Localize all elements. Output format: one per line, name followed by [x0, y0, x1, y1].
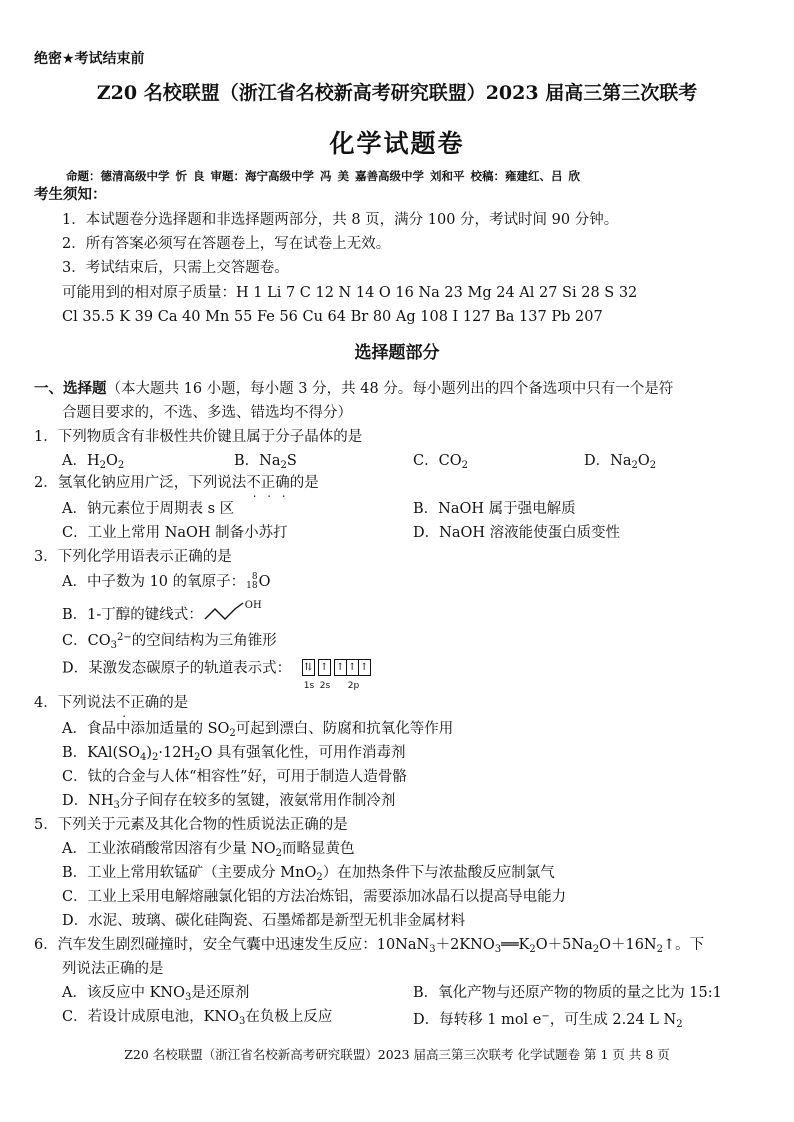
exam-title: Z20 名校联盟（浙江省名校新高考研究联盟）2023 届高三第三次联考: [96, 82, 698, 104]
q3-option-d: D．某激发态碳原子的轨道表示式： ⇅ ↑ ↑ ↑ ↑ 1s 2s 2p: [62, 659, 374, 678]
notice-item: 3．考试结束后，只需上交答题卷。: [62, 260, 289, 276]
q2-option-c: C．工业上常用 NaOH 制备小苏打: [62, 525, 288, 541]
orbital-label-2p: 2p: [347, 681, 360, 691]
orbital-label-1s: 1s: [303, 681, 315, 691]
q5-option-c: C．工业上采用电解熔融氯化铝的方法冶炼铝，需要添加冰晶石以提高导电能力: [62, 889, 567, 905]
orbital-box-2s: ↑: [318, 659, 331, 676]
q2-option-b: B．NaOH 属于强电解质: [413, 501, 576, 517]
q4-option-d: D．$NH_3$分子间存在较多的氢键，液氨常用作制冷剂: [62, 793, 396, 811]
question-6-stem-cont: 列说法正确的是: [62, 961, 164, 977]
question-4-stem: 4．下列说法不正确的是: [34, 695, 189, 711]
q3-option-c: C．$CO_3^{2-}$的空间结构为三角锥形: [62, 632, 277, 651]
orbital-box-2p: ↑: [358, 659, 371, 676]
q5-option-b: B．工业上常用软锰矿（主要成分 MnO$_2$）在加热条件下与浓盐酸反应制氯气: [62, 865, 555, 883]
orbital-box-1s: ⇅: [302, 659, 315, 676]
credits-line: 命题：德清高级中学 忻 良 审题：海宁高级中学 冯 美 嘉善高级中学 刘和平 校稿：雍建红、吕 欣: [66, 169, 581, 183]
part-heading-text: （本大题共 16 小题，每小题 3 分，共 48 分。每小题列出的四个备选项中只有一个是符: [106, 381, 674, 397]
question-6-stem: 6．汽车发生剧烈碰撞时，安全气囊中迅速发生反应：$10NaN_3+2KNO_3══K_2O+5Na_2O+16N_2↑$。下: [34, 937, 705, 955]
q4-option-a: A．食品中添加适量的 $SO_2$可起到漂白、防腐和抗氧化等作用: [62, 721, 454, 739]
oh-label: OH: [244, 600, 262, 611]
q6-option-c: C．若设计成原电池，$KNO_3$在负极上反应: [62, 1009, 333, 1027]
q4-option-c: C．钛的合金与人体“相容性”好，可用于制造人造骨骼: [62, 769, 407, 785]
q2-option-d: D．NaOH 溶液能使蛋白质变性: [413, 525, 621, 541]
q1-option-c: C．$CO_2$: [413, 453, 468, 471]
q6-option-b: B．氧化产物与还原产物的物质的量之比为 15:1: [413, 985, 722, 1001]
subject-title: 化学试题卷: [329, 129, 465, 158]
part-heading: [34, 380, 673, 398]
atomic-masses-line: 可能用到的相对原子质量：H 1 Li 7 C 12 N 14 O 16 Na 23 Mg 24 Al 27 Si 28 S 32: [62, 285, 638, 301]
notice-item: 2．所有答案必须写在答题卷上，写在试卷上无效。: [62, 236, 391, 252]
orbital-diagram: [302, 657, 374, 691]
question-3-stem: 3．下列化学用语表示正确的是: [34, 549, 232, 565]
q6-option-d: D．每转移 1 mol e−，可生成 2.24 L $N_2$: [413, 1011, 683, 1030]
q6-option-a: A．该反应中 $KNO_3$是还原剂: [62, 985, 250, 1003]
question-5-stem: 5．下列关于元素及其化合物的性质说法正确的是: [34, 817, 348, 833]
orbital-box-2p: ↑: [334, 659, 346, 676]
confidential-label: 绝密★考试结束前: [34, 51, 145, 67]
part-heading-cont: 合题目要求的，不选、多选、错选均不得分）: [62, 405, 352, 421]
question-1-stem: 1．下列物质含有非极性共价键且属于分子晶体的是: [34, 429, 363, 445]
q1-option-b: B．$Na_2S$: [234, 453, 297, 471]
q1-option-d: D．$Na_2O_2$: [584, 453, 657, 471]
q3-option-b: B．1-丁醇的键线式：$^{OH}$: [62, 600, 262, 623]
q3-option-a: A．中子数为 10 的氧原子： 8 18O: [62, 572, 271, 591]
q1-option-a: A．$H_2O_2$: [62, 453, 125, 471]
question-2-stem: 2．氢氧化钠应用广泛，下列说法不正确的是: [34, 475, 319, 491]
q5-option-d: D．水泥、玻璃、碳化硅陶瓷、石墨烯都是新型无机非金属材料: [62, 913, 466, 929]
nuclide-numbers: 8 18: [246, 572, 258, 591]
part-heading-label: 一、选择题: [34, 380, 107, 397]
notice-heading: 考生须知：: [34, 186, 107, 203]
atomic-masses-line: Cl 35.5 K 39 Ca 40 Mn 55 Fe 56 Cu 64 Br 80 Ag 108 I 127 Ba 137 Pb 207: [62, 309, 603, 325]
orbital-label-2s: 2s: [319, 681, 331, 691]
section-title: 选择题部分: [354, 343, 440, 363]
q4-option-b: B．$KAl(SO_4)_2\cdot 12H_2O$ 具有强氧化性，可用作消毒剂: [62, 745, 406, 763]
q5-option-a: A．工业浓硝酸常因溶有少量 $NO_2$而略显黄色: [62, 841, 355, 859]
notice-item: 1．本试题卷分选择题和非选择题两部分，共 8 页，满分 100 分，考试时间 90 分钟。: [62, 212, 619, 228]
q2-option-a: A．钠元素位于周期表 s 区: [62, 501, 235, 517]
orbital-box-2p: ↑: [346, 659, 358, 676]
page-footer: Z20 名校联盟（浙江省名校新高考研究联盟）2023 届高三第三次联考 化学试题卷 第 1 页 共 8 页: [124, 1047, 670, 1062]
